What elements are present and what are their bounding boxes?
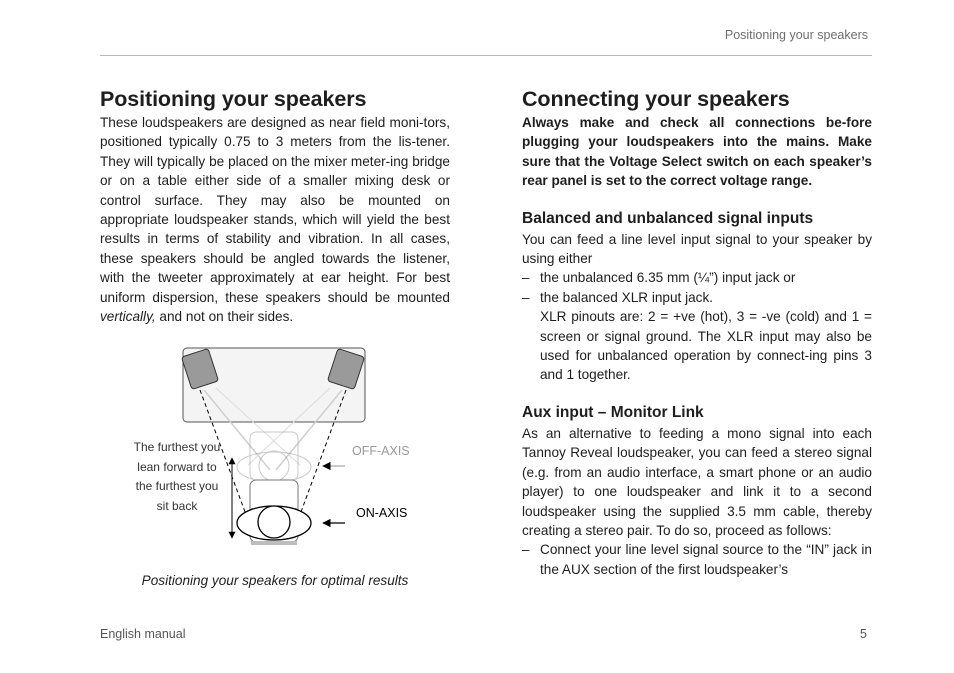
aux-input-body: As an alternative to feeding a mono signal into each Tannoy Reveal loudspeaker, you can feed a stereo signal (e.g. from an audio interface, a smart phone or an audio player) to one loudspeaker and link it to a second loudspeaker using the supplied 3.5 mm cable, thereby creating a stereo pair. To do so, proceed as follows: (522, 425, 872, 538)
balanced-inputs-heading: Balanced and unbalanced signal inputs (522, 209, 814, 227)
listener-on-axis-figure (237, 480, 311, 545)
right-column (522, 86, 872, 579)
list-item: – the unbalanced 6.35 mm (¼”) input jack or (522, 268, 872, 287)
positioning-body-main: These loudspeakers are designed as near field moni-tors, positioned typically 0.75 to 3 meters from the lis-tener. They will typically be placed on the mixer meter-ing bridge or on a table either side of a smaller mixing desk or control surface. They may also be mounted on appropriate loudspeaker stands, which will yield the best results in terms of stability and vibration. In all cases, these speakers should be angled towards the listener, with the tweeter approximately at ear height. For best uniform dispersion, these speakers should be mounted (100, 115, 450, 305)
aux-input-heading: Aux input – Monitor Link (522, 403, 704, 421)
positioning-body (100, 113, 450, 326)
balanced-inputs-intro: You can feed a line level input signal to your speaker by using either (522, 231, 872, 267)
positioning-title: Positioning your speakers (100, 87, 367, 111)
safety-warning: Always make and check all connections be-fore plugging your loudspeakers into the mains. Make sure that the Voltage Select switch on each speaker’s rear panel is set to the correct voltage range. (522, 115, 872, 189)
connecting-title: Connecting your speakers (522, 87, 790, 111)
xlr-pinout-note: XLR pinouts are: 2 = +ve (hot), 3 = -ve (cold) and 1 = screen or signal ground. The XLR input may also be used for unbalanced operation by connect-ing pins 3 and 1 together. (540, 309, 872, 383)
positioning-body-emphasis: vertically, (100, 309, 156, 325)
header-rule (100, 55, 872, 56)
page-number: 5 (860, 627, 867, 641)
listener-off-axis-figure (237, 432, 311, 482)
footer-manual-label: English manual (100, 627, 186, 641)
positioning-body-end: and not on their sides. (155, 309, 294, 325)
running-header: Positioning your speakers (724, 28, 868, 42)
on-axis-label: ON-AXIS (356, 506, 408, 520)
left-column (100, 86, 450, 326)
off-axis-label: OFF-AXIS (352, 444, 410, 458)
list-item: – Connect your line level signal source to the “IN” jack in the AUX section of the first loudspeaker’s (522, 540, 872, 579)
list-item: – the balanced XLR input jack. (522, 288, 872, 307)
lean-range-label: The furthest you lean forward to the furthest you sit back (133, 440, 221, 513)
figure-caption: Positioning your speakers for optimal results (141, 573, 409, 588)
